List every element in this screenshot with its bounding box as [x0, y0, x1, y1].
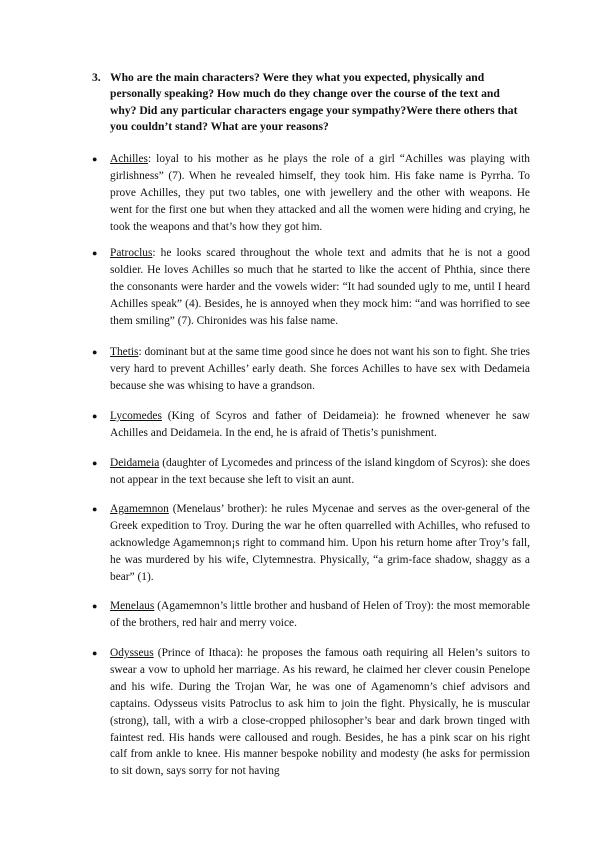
- character-entry-thetis: [92, 344, 530, 395]
- character-description: (Menelaus’ brother): he rules Mycenae and serves as the over-general of the Greek expedition to Troy. During the war he often quarrelled with Achilles, who refused to acknowledge Agamemnon¡s right to command him. Upon his return home after Troy’s fall, he was murdered by his wife, Clytemnestra. Physically, “a grim-face shadow, shaggy as a bear” (1).: [110, 503, 530, 583]
- bullet-icon: ●: [92, 458, 98, 468]
- bullet-icon: ●: [92, 411, 98, 421]
- character-description: : loyal to his mother as he plays the role of a girl “Achilles was playing with girlishness” (7). When he revealed himself, they took him. His fake name is Pyrrha. To prove Achilles, they put two tables, one with jewellery and the other with weapons. He went for the first one but when they attacked and all the women were hiding and crying, he took the weapons and that’s how they got him.: [110, 153, 530, 233]
- character-entry-lycomedes: [92, 408, 530, 442]
- bullet-icon: ●: [92, 504, 98, 514]
- character-description: (King of Scyros and father of Deidameia): he frowned whenever he saw Achilles and Deidameia. In the end, he is afraid of Thetis’s punishment.: [110, 410, 530, 439]
- bullet-icon: ●: [92, 648, 98, 658]
- character-name: Thetis: [110, 346, 139, 358]
- bullet-icon: ●: [92, 347, 98, 357]
- character-entry-agamemnon: [92, 501, 530, 586]
- question-heading: [92, 70, 522, 136]
- character-entry-patroclus: [92, 245, 530, 330]
- bullet-icon: ●: [92, 248, 98, 258]
- character-name: Odysseus: [110, 647, 154, 659]
- character-description: : he looks scared throughout the whole text and admits that he is not a good soldier. He loves Achilles so much that he started to like the accent of Phthia, since there the consonants were harder and the vowels wider: “It had sounded ugly to me, until I heard Achilles speak” (4). Besides, he is annoyed when they mock him: “and was horrified to see them smiling” (7). Chironides was his false name.: [110, 247, 530, 327]
- character-description: (daughter of Lycomedes and princess of the island kingdom of Scyros): she does not appear in the text because she left to visit an aunt.: [110, 457, 530, 486]
- question-number: 3.: [92, 71, 101, 84]
- character-entry-menelaus: [92, 598, 530, 632]
- bullet-icon: ●: [92, 154, 98, 164]
- character-name: Patroclus: [110, 247, 153, 259]
- character-entry-odysseus: [92, 645, 530, 780]
- character-name: Menelaus: [110, 600, 155, 612]
- character-entry-deidameia: [92, 455, 530, 489]
- character-name: Achilles: [110, 153, 148, 165]
- character-description: (Agamemnon’s little brother and husband of Helen of Troy): the most memorable of the brothers, red hair and merry voice.: [110, 600, 530, 629]
- character-name: Agamemnon: [110, 503, 169, 515]
- character-description: (Prince of Ithaca): he proposes the famous oath requiring all Helen’s suitors to swear a vow to uphold her marriage. As his reward, he claimed her clever cousin Penelope and his wife. During the Trojan War, he was one of Agamenomn’s chief advisors and captains. Odysseus visits Patroclus to ask him to join the fight. Physically, he is muscular (strong), tall, with a wirb a close-cropped philosopher’s bear and dark brown tinged with faintest red. His hands were calloused and rough. Besides, he has a pink scar on his right calf from ankle to knee. His manner bespoke nobility and modesty (he asks for permission to sit down, says sorry for not having: [110, 647, 530, 778]
- bullet-icon: ●: [92, 601, 98, 611]
- character-entry-achilles: [92, 151, 530, 236]
- character-name: Deidameia: [110, 457, 160, 469]
- character-name: Lycomedes: [110, 410, 162, 422]
- question-text: Who are the main characters? Were they what you expected, physically and personally speaking? How much do they change over the course of the text and why? Did any particular characters engage your sympathy?Were there others that you couldn’t stand? What are your reasons?: [110, 71, 518, 134]
- character-description: : dominant but at the same time good since he does not want his son to fight. She tries very hard to prevent Achilles’ early death. She forces Achilles to have sex with Dedameia because she was whising to have a grandson.: [110, 346, 530, 392]
